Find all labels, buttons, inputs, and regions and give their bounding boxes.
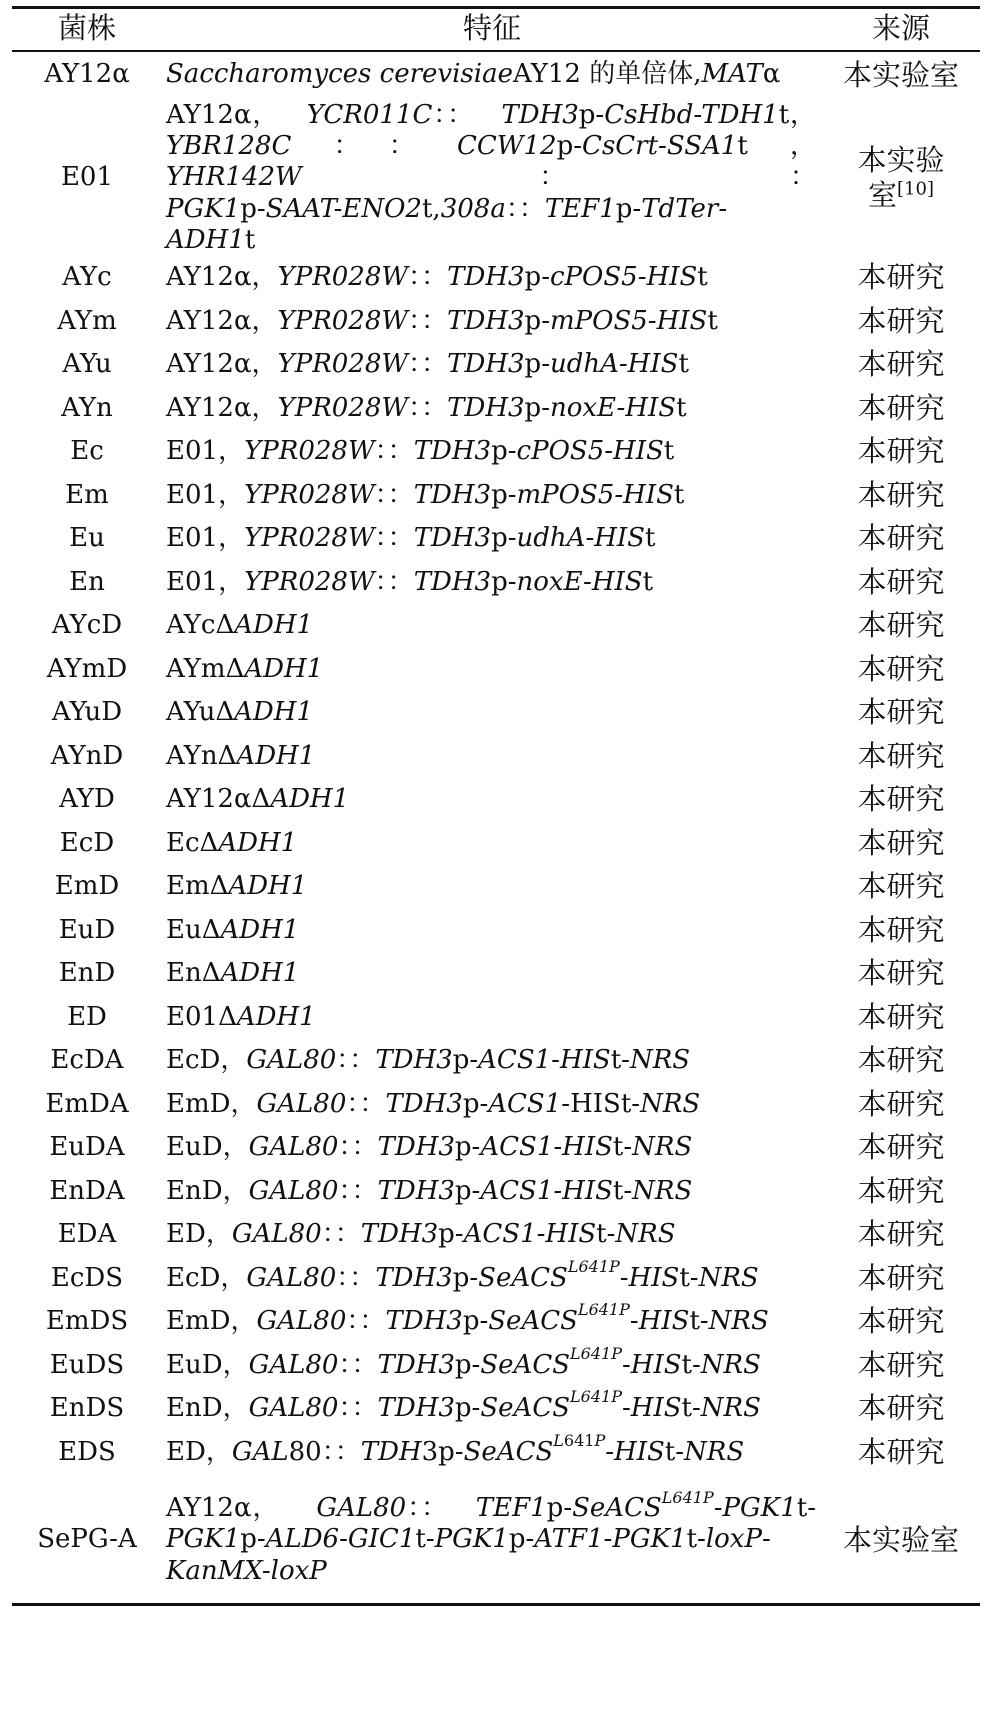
feature-cell: EnD，GAL80：：TDH3p-SeACS$^{L641P}$-HISt-NRS xyxy=(166,1387,761,1424)
table-row xyxy=(12,50,980,100)
table-row xyxy=(12,100,980,256)
table-row xyxy=(12,343,980,387)
source-cell: 本研究 xyxy=(857,912,945,947)
table-row xyxy=(12,1126,980,1170)
table-row xyxy=(12,1387,980,1431)
table-row xyxy=(12,1474,980,1606)
strain-cell: AY12α xyxy=(44,59,130,90)
strain-cell: AYm xyxy=(57,305,117,336)
table-row xyxy=(12,734,980,778)
strain-cell: EuDA xyxy=(49,1132,125,1163)
feature-cell: EuD，GAL80：：TDH3p-ACS1-HISt-NRS xyxy=(166,1132,693,1163)
table-row xyxy=(12,691,980,735)
header-rule xyxy=(12,50,980,52)
feature-cell xyxy=(162,1474,822,1606)
feature-cell: AYmΔADH1 xyxy=(166,653,324,684)
table-row xyxy=(12,517,980,561)
table-row xyxy=(12,1169,980,1213)
source-cell: 本研究 xyxy=(857,1043,945,1078)
feature-line: PGK1p-SAAT-ENO2t,308a：：TEF1p-TdTer-ADH1t xyxy=(166,193,728,255)
feature-cell xyxy=(162,100,822,256)
table-row xyxy=(12,865,980,909)
strain-cell: Em xyxy=(65,479,109,510)
feature-cell: E01ΔADH1 xyxy=(166,1001,316,1032)
feature-cell: AY12α，YPR028W：：TDH3p-udhA-HISt xyxy=(166,349,689,380)
strain-cell: AYD xyxy=(59,784,115,815)
strain-cell: Eu xyxy=(69,523,105,554)
strain-cell: EcDA xyxy=(50,1045,124,1076)
feature-cell: EmD，GAL80：：TDH3p-SeACS$^{L641P}$-HISt-NRS xyxy=(166,1300,769,1337)
table-row xyxy=(12,1430,980,1474)
table-row xyxy=(12,821,980,865)
strain-cell: EnD xyxy=(58,958,116,989)
source-cell: 本研究 xyxy=(857,782,945,817)
feature-cell: EcΔADH1 xyxy=(166,827,298,858)
source-cell: 本研究 xyxy=(857,1173,945,1208)
source-cell: 本研究 xyxy=(857,260,945,295)
feature-cell: ED，GAL80：：TDH3p-ACS1-HISt-NRS xyxy=(166,1219,676,1250)
source-cell: 本研究 xyxy=(857,956,945,991)
strain-cell: EuDS xyxy=(49,1349,125,1380)
strain-cell: EnDA xyxy=(49,1175,125,1206)
strain-table xyxy=(12,6,980,1606)
table-row xyxy=(12,386,980,430)
feature-cell: ED，GAL80：：TDH3p-SeACS$^{L641P}$-HISt-NRS xyxy=(166,1430,745,1467)
strain-cell: EnDS xyxy=(49,1393,125,1424)
feature-cell: EnΔADH1 xyxy=(166,958,300,989)
table-row xyxy=(12,908,980,952)
source-line: 本实验 xyxy=(857,143,945,178)
feature-cell: EcD，GAL80：：TDH3p-SeACS$^{L641P}$-HISt-NRS xyxy=(166,1256,759,1293)
strain-cell: EcD xyxy=(59,827,115,858)
table-row xyxy=(12,256,980,300)
source-cell: 本研究 xyxy=(857,1217,945,1252)
citation-ref: [10] xyxy=(897,178,934,200)
header-source: 来源 xyxy=(871,10,930,45)
source-cell: 本研究 xyxy=(857,651,945,686)
strain-cell: EDA xyxy=(57,1219,117,1250)
strain-cell: EmD xyxy=(54,871,120,902)
table-row xyxy=(12,604,980,648)
feature-cell: E01，YPR028W：：TDH3p-noxE-HISt xyxy=(166,566,654,597)
header-feature: 特征 xyxy=(462,10,521,45)
strain-cell: AYn xyxy=(61,392,113,423)
feature-cell: AY12α，YPR028W：：TDH3p-mPOS5-HISt xyxy=(166,305,718,336)
table-row xyxy=(12,1343,980,1387)
table-row xyxy=(12,1300,980,1344)
source-cell: 本研究 xyxy=(857,999,945,1034)
strain-cell: EDS xyxy=(58,1436,116,1467)
source-cell: 本研究 xyxy=(857,1260,945,1295)
strain-cell: E01 xyxy=(60,162,114,193)
feature-cell: AYcΔADH1 xyxy=(166,610,314,641)
strain-cell: AYuD xyxy=(51,697,123,728)
bottom-rule xyxy=(12,1603,980,1606)
source-cell: 本研究 xyxy=(857,521,945,556)
feature-cell: EuΔADH1 xyxy=(166,914,300,945)
source-cell: 本研究 xyxy=(857,869,945,904)
table-row xyxy=(12,647,980,691)
feature-cell: E01，YPR028W：：TDH3p-udhA-HISt xyxy=(166,523,656,554)
strain-cell: ED xyxy=(67,1001,107,1032)
feature-cell: EnD，GAL80：：TDH3p-ACS1-HISt-NRS xyxy=(166,1175,693,1206)
strain-cell: EmDA xyxy=(45,1088,129,1119)
table-row xyxy=(12,430,980,474)
source-cell: 本研究 xyxy=(857,1086,945,1121)
source-cell: 本研究 xyxy=(857,303,945,338)
table-row xyxy=(12,995,980,1039)
strain-cell: SePG-A xyxy=(37,1524,137,1555)
strain-cell: En xyxy=(69,566,105,597)
feature-line: YBR128C：：CCW12p-CsCrt-SSA1t，YHR142W：： xyxy=(166,131,816,193)
table-row xyxy=(12,1039,980,1083)
source-cell: 本实验室 xyxy=(842,1522,959,1557)
source-cell: 本研究 xyxy=(857,695,945,730)
source-cell: 本研究 xyxy=(857,390,945,425)
feature-cell: EcD，GAL80：：TDH3p-ACS1-HISt-NRS xyxy=(166,1045,691,1076)
source-cell: 本研究 xyxy=(857,738,945,773)
table-row xyxy=(12,1256,980,1300)
source-cell: 本研究 xyxy=(857,434,945,469)
source-cell: 本研究 xyxy=(857,1391,945,1426)
table-header-row xyxy=(12,6,980,50)
table-row xyxy=(12,1082,980,1126)
table-row xyxy=(12,1213,980,1257)
source-cell: 本研究 xyxy=(857,477,945,512)
source-line: 室[10] xyxy=(868,177,934,212)
strain-cell: AYu xyxy=(62,349,112,380)
source-cell: 本研究 xyxy=(857,1434,945,1469)
top-rule xyxy=(12,6,980,9)
table-row xyxy=(12,299,980,343)
source-cell: 本研究 xyxy=(857,1130,945,1165)
feature-line: PGK1p-ALD6-GIC1t-PGK1p-ATF1-PGK1t-loxP- xyxy=(166,1524,771,1555)
strain-cell: EcDS xyxy=(50,1262,124,1293)
source-cell: 本研究 xyxy=(857,825,945,860)
source-cell: 本研究 xyxy=(857,608,945,643)
feature-cell: E01，YPR028W：：TDH3p-cPOS5-HISt xyxy=(166,436,675,467)
source-cell: 本实验室 xyxy=(842,57,959,92)
source-cell: 本研究 xyxy=(857,347,945,382)
feature-line: AY12α， YCR011C：： TDH3p-CsHbd-TDH1t， xyxy=(166,100,817,130)
feature-cell: EmD，GAL80：：TDH3p-ACS1-HISt-NRS xyxy=(166,1088,701,1119)
table-row xyxy=(12,560,980,604)
feature-cell: AY12αΔADH1 xyxy=(166,784,350,815)
feature-line: AY12α， GAL80：： TEF1p-SeACS$^{L641P}$-PGK1t- xyxy=(166,1487,816,1524)
table-row xyxy=(12,778,980,822)
feature-cell: AYnΔADH1 xyxy=(166,740,316,771)
feature-cell: AY12α，YPR028W：：TDH3p-noxE-HISt xyxy=(166,392,687,423)
strain-cell: AYc xyxy=(62,262,112,293)
table-row xyxy=(12,952,980,996)
source-cell xyxy=(822,100,980,256)
feature-cell: E01，YPR028W：：TDH3p-mPOS5-HISt xyxy=(166,479,685,510)
feature-cell: Saccharomyces cerevisiaeAY12 的单倍体,MATα xyxy=(166,59,781,90)
strain-table-container xyxy=(12,6,980,1606)
source-cell: 本研究 xyxy=(857,1347,945,1382)
table-body xyxy=(12,50,980,1606)
strain-cell: AYmD xyxy=(46,653,128,684)
feature-cell: AYuΔADH1 xyxy=(166,697,313,728)
strain-cell: Ec xyxy=(70,436,104,467)
strain-cell: EuD xyxy=(58,914,116,945)
feature-cell: EmΔADH1 xyxy=(166,871,308,902)
source-cell: 本研究 xyxy=(857,564,945,599)
strain-cell: AYcD xyxy=(51,610,123,641)
header-strain: 菌株 xyxy=(57,10,116,45)
feature-cell: EuD，GAL80：：TDH3p-SeACS$^{L641P}$-HISt-NRS xyxy=(166,1343,761,1380)
feature-cell: AY12α，YPR028W：：TDH3p-cPOS5-HISt xyxy=(166,262,708,293)
feature-line: KanMX-loxP xyxy=(166,1555,327,1586)
table-row xyxy=(12,473,980,517)
source-cell: 本研究 xyxy=(857,1304,945,1339)
strain-cell: EmDS xyxy=(45,1306,129,1337)
strain-cell: AYnD xyxy=(50,740,124,771)
